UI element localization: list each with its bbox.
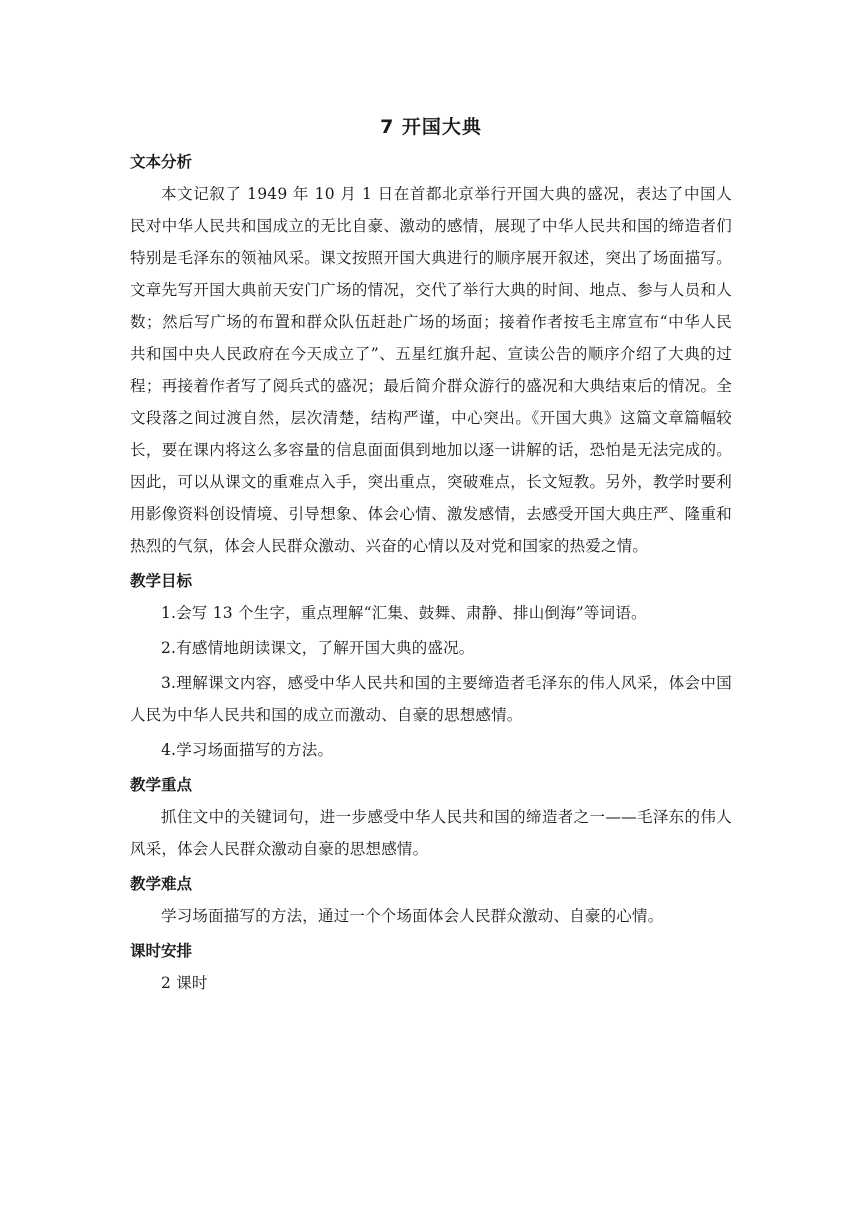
heading-text-analysis: 文本分析 — [130, 153, 193, 171]
difficulties-paragraph: 学习场面描写的方法，通过一个个场面体会人民群众激动、自豪的心情。 — [161, 907, 664, 925]
document-page — [130, 112, 732, 999]
objective-item-3: 3.理解课文内容，感受中华人民共和国的主要缔造者毛泽东的伟人风采，体会中国人民为中华人民共和国的成立而激动、自豪的思想感情。 — [130, 674, 732, 724]
heading-difficulties: 教学难点 — [130, 875, 193, 893]
objective-item-1: 1.会写 13 个生字，重点理解“汇集、鼓舞、肃静、排山倒海”等词语。 — [161, 604, 647, 622]
objective-item-4: 4.学习场面描写的方法。 — [161, 741, 334, 759]
page-title: 7 开国大典 — [380, 116, 482, 138]
heading-objectives: 教学目标 — [130, 572, 193, 590]
text-analysis-paragraph: 本文记叙了 1949 年 10 月 1 日在首都北京举行开国大典的盛况，表达了中国人民对中华人民共和国成立的无比自豪、激动的感情，展现了中华人民共和国的缔造者们特别是毛泽东的领袖风采。课文按照开国大典进行的顺序展开叙述，突出了场面描写。文章先写开国大典前天安门广场的情况，交代了举行大典的时间、地点、参与人员和人数；然后写广场的布置和群众队伍赶赴广场的场面；接着作者按毛主席宣布“中华人民共和国中央人民政府在今天成立了”、五星红旗升起、宣读公告的顺序介绍了大典的过程；再接着作者写了阅兵式的盛况；最后简介群众游行的盛况和大典结束后的情况。全文段落之间过渡自然，层次清楚，结构严谨，中心突出。《开国大典》这篇文章篇幅较长，要在课内将这么多容量的信息面面俱到地加以逐一讲解的话，恐怕是无法完成的。因此，可以从课文的重难点入手，突出重点，突破难点，长文短教。另外，教学时要利用影像资料创设情境、引导想象、体会心情、激发感情，去感受开国大典庄严、隆重和热烈的气氛，体会人民群众激动、兴奋的心情以及对党和国家的热爱之情。 — [130, 185, 732, 555]
heading-schedule: 课时安排 — [130, 942, 193, 960]
schedule-paragraph: 2 课时 — [161, 974, 208, 992]
heading-key-points: 教学重点 — [130, 776, 193, 794]
objective-item-2: 2.有感情地朗读课文，了解开国大典的盛况。 — [161, 639, 475, 657]
key-points-paragraph: 抓住文中的关键词句，进一步感受中华人民共和国的缔造者之一——毛泽东的伟人风采，体会人民群众激动自豪的思想感情。 — [130, 808, 732, 858]
